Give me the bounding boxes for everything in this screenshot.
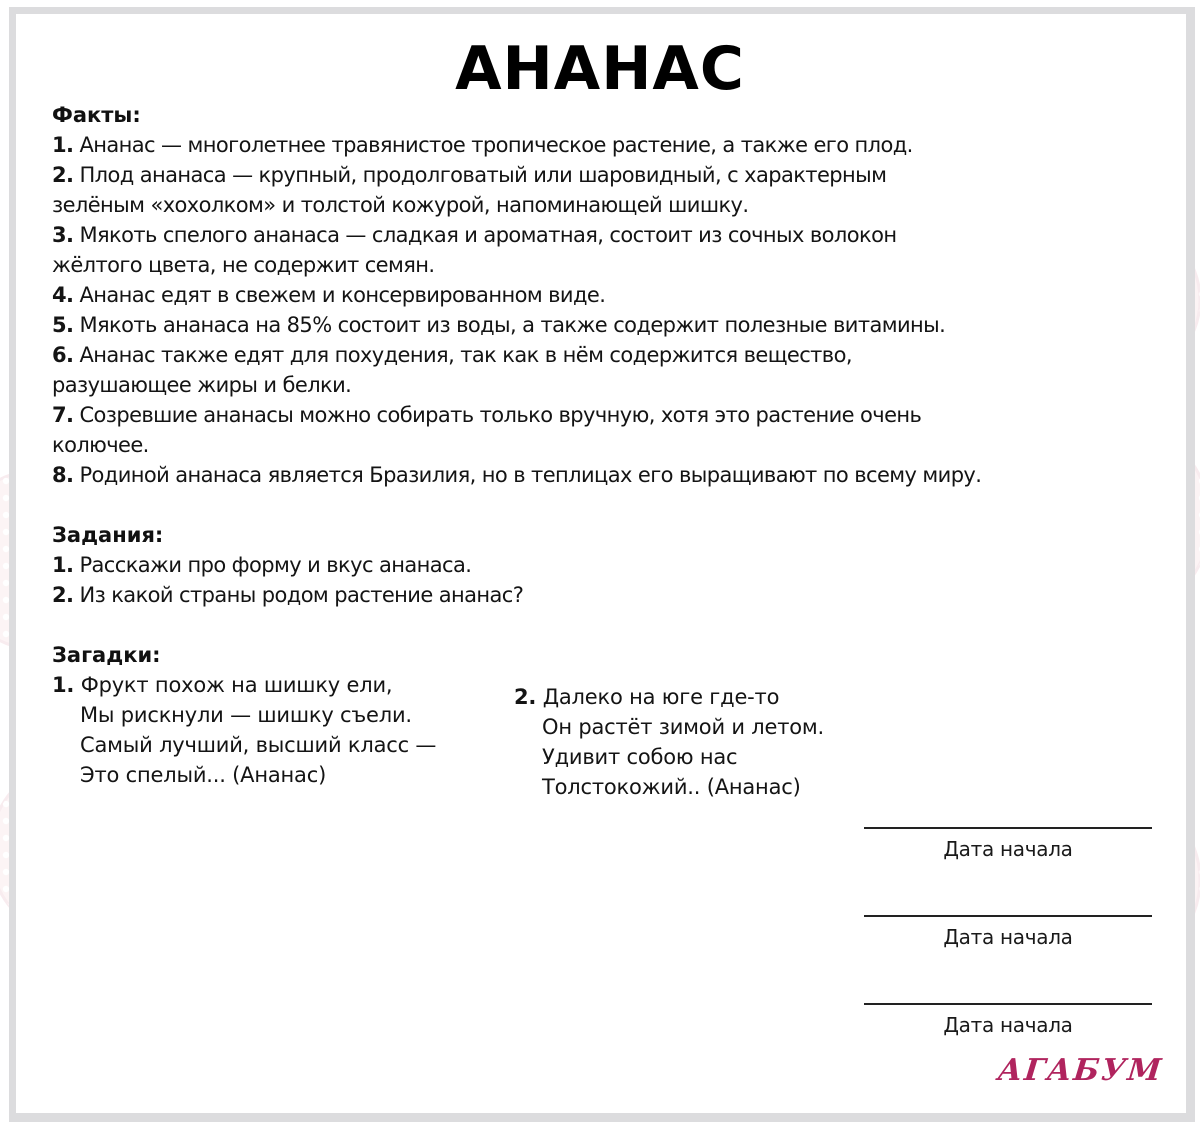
fact-number: 3. bbox=[52, 223, 74, 247]
riddle-line: Он растёт зимой и летом. bbox=[542, 715, 825, 739]
fact-text: разушающее жиры и белки. bbox=[52, 373, 352, 397]
start-date-field[interactable] bbox=[864, 827, 1152, 863]
logo-text: АГАБУМ bbox=[995, 1053, 1165, 1088]
task-number: 1. bbox=[52, 553, 74, 577]
task-number: 2. bbox=[52, 583, 74, 607]
fact-item bbox=[52, 460, 1192, 490]
task-item bbox=[52, 550, 1192, 580]
fact-text: Ананас — многолетнее травянистое тропическое растение, а также его плод. bbox=[79, 133, 913, 157]
tasks-heading: Задания: bbox=[52, 523, 164, 547]
fact-text: жёлтого цвета, не содержит семян. bbox=[52, 253, 435, 277]
task-text: Из какой страны родом растение ананас? bbox=[79, 583, 524, 607]
start-date-field[interactable] bbox=[864, 1003, 1152, 1039]
date-label: Дата начала bbox=[943, 925, 1073, 949]
fact-number: 4. bbox=[52, 283, 74, 307]
fact-text: колючее. bbox=[52, 433, 149, 457]
fact-text: Мякоть ананаса на 85% состоит из воды, а также содержит полезные витамины. bbox=[79, 313, 946, 337]
fact-item bbox=[52, 130, 1192, 160]
riddle-line: Фрукт похож на шишку ели, bbox=[80, 673, 393, 697]
fact-number: 8. bbox=[52, 463, 74, 487]
riddle-line: Мы рискнули — шишку съели. bbox=[80, 703, 412, 727]
fact-text: Созревшие ананасы можно собирать только вручную, хотя это растение очень bbox=[79, 403, 922, 427]
riddles-list bbox=[52, 670, 1192, 820]
riddle-number: 1. bbox=[52, 673, 75, 697]
riddle-line: Самый лучший, высший класс — bbox=[80, 733, 437, 757]
fact-text: Ананас также едят для похудения, так как в нём содержится вещество, bbox=[79, 343, 852, 367]
fact-text: зелёным «хохолком» и толстой кожурой, напоминающей шишку. bbox=[52, 193, 749, 217]
fact-text: Ананас едят в свежем и консервированном виде. bbox=[79, 283, 606, 307]
fact-item bbox=[52, 220, 1192, 280]
page-title: АНАНАС bbox=[455, 34, 745, 104]
riddle-item bbox=[514, 682, 824, 802]
fact-item bbox=[52, 160, 1192, 220]
fact-text: Плод ананаса — крупный, продолговатый или шаровидный, с характерным bbox=[79, 163, 887, 187]
riddles-heading: Загадки: bbox=[52, 643, 161, 667]
task-text: Расскажи про форму и вкус ананаса. bbox=[79, 553, 472, 577]
date-label: Дата начала bbox=[943, 837, 1073, 861]
riddle-line: Удивит собою нас bbox=[542, 745, 738, 769]
task-item bbox=[52, 580, 1192, 610]
worksheet-content bbox=[52, 100, 1192, 820]
riddle-line: Толстокожий.. (Ананас) bbox=[542, 775, 801, 799]
riddle-item bbox=[52, 670, 436, 790]
tasks-list bbox=[52, 550, 1192, 610]
fact-number: 1. bbox=[52, 133, 74, 157]
facts-list bbox=[52, 130, 1192, 490]
fact-number: 6. bbox=[52, 343, 74, 367]
agabum-logo bbox=[988, 1046, 1172, 1096]
fact-item bbox=[52, 280, 1192, 310]
fact-number: 5. bbox=[52, 313, 74, 337]
fact-item bbox=[52, 400, 1192, 460]
riddle-line: Далеко на юге где-то bbox=[542, 685, 780, 709]
date-label: Дата начала bbox=[943, 1013, 1073, 1037]
fact-item bbox=[52, 340, 1192, 400]
fact-number: 7. bbox=[52, 403, 74, 427]
riddle-line: Это спелый... (Ананас) bbox=[80, 763, 327, 787]
date-signature-line bbox=[864, 915, 1152, 917]
start-date-field[interactable] bbox=[864, 915, 1152, 951]
fact-item bbox=[52, 310, 1192, 340]
riddle-number: 2. bbox=[514, 685, 537, 709]
date-signature-line bbox=[864, 827, 1152, 829]
fact-text: Родиной ананаса является Бразилия, но в теплицах его выращивают по всему миру. bbox=[79, 463, 982, 487]
date-signature-line bbox=[864, 1003, 1152, 1005]
fact-number: 2. bbox=[52, 163, 74, 187]
facts-heading: Факты: bbox=[52, 103, 141, 127]
fact-text: Мякоть спелого ананаса — сладкая и ароматная, состоит из сочных волокон bbox=[79, 223, 897, 247]
